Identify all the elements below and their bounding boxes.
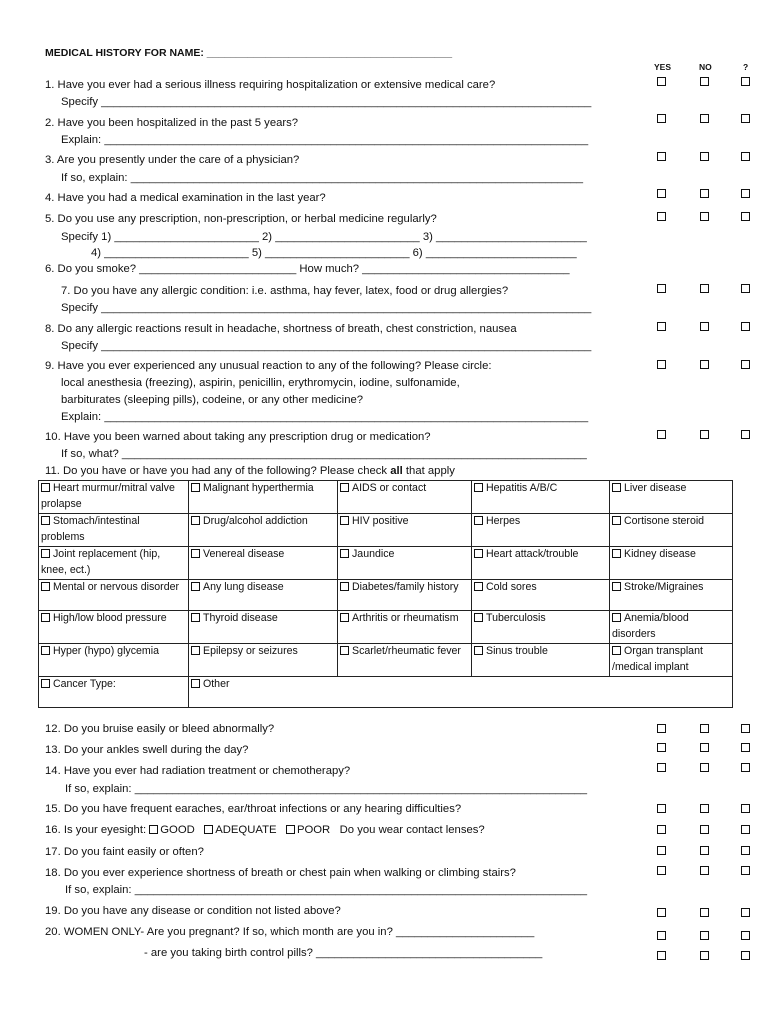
question-15: 15. Do you have frequent earaches, ear/throat infections or any hearing difficulties? bbox=[45, 803, 462, 815]
condition-checkbox[interactable] bbox=[474, 483, 483, 492]
q17-unsure-checkbox[interactable] bbox=[741, 846, 750, 855]
q18-yes-checkbox[interactable] bbox=[657, 866, 666, 875]
condition-cell[interactable]: Herpes bbox=[472, 514, 610, 547]
q20-no-checkbox[interactable] bbox=[700, 931, 709, 940]
question-8-specify[interactable]: Specify ______________________________________________________________________________ bbox=[61, 340, 592, 352]
question-1: 1. Have you ever had a serious illness requiring hospitalization or extensive medical care? bbox=[45, 79, 496, 91]
condition-checkbox[interactable] bbox=[191, 613, 200, 622]
q3-unsure-checkbox[interactable] bbox=[741, 152, 750, 161]
question-14-explain[interactable]: If so, explain: ________________________________________________________________________ bbox=[65, 783, 588, 795]
condition-checkbox[interactable] bbox=[474, 549, 483, 558]
condition-cell[interactable]: Heart murmur/mitral valve prolapse bbox=[39, 481, 189, 514]
condition-cell[interactable]: Anemia/blood disorders bbox=[610, 611, 733, 644]
question-13: 13. Do your ankles swell during the day? bbox=[45, 744, 249, 756]
q9-yes-checkbox[interactable] bbox=[657, 360, 666, 369]
eyesight-poor-checkbox[interactable] bbox=[286, 825, 295, 834]
question-9-explain[interactable]: Explain: _____________________________________________________________________________ bbox=[61, 411, 589, 423]
condition-checkbox[interactable] bbox=[340, 483, 349, 492]
q20b-yes-checkbox[interactable] bbox=[657, 951, 666, 960]
q1-unsure-checkbox[interactable] bbox=[741, 77, 750, 86]
condition-checkbox[interactable] bbox=[41, 516, 50, 525]
q2-unsure-checkbox[interactable] bbox=[741, 114, 750, 123]
table-row bbox=[39, 644, 733, 677]
condition-checkbox[interactable] bbox=[612, 582, 621, 591]
q20-unsure-checkbox[interactable] bbox=[741, 931, 750, 940]
q1-yes-checkbox[interactable] bbox=[657, 77, 666, 86]
question-18: 18. Do you ever experience shortness of breath or chest pain when walking or climbing stairs? bbox=[45, 867, 516, 879]
condition-checkbox[interactable] bbox=[191, 483, 200, 492]
q4-unsure-checkbox[interactable] bbox=[741, 189, 750, 198]
condition-cell[interactable]: Epilepsy or seizures bbox=[189, 644, 338, 677]
question-4: 4. Have you had a medical examination in the last year? bbox=[45, 192, 326, 204]
condition-cell[interactable]: Mental or nervous disorder bbox=[39, 580, 189, 611]
q8-yes-checkbox[interactable] bbox=[657, 322, 666, 331]
question-12: 12. Do you bruise easily or bleed abnormally? bbox=[45, 723, 275, 735]
condition-cell[interactable]: Other bbox=[189, 677, 733, 708]
condition-checkbox[interactable] bbox=[612, 516, 621, 525]
condition-checkbox[interactable] bbox=[191, 582, 200, 591]
question-9-line-3: barbiturates (sleeping pills), codeine, or any other medicine? bbox=[61, 394, 364, 406]
q19-no-checkbox[interactable] bbox=[700, 908, 709, 917]
q4-no-checkbox[interactable] bbox=[700, 189, 709, 198]
q14-no-checkbox[interactable] bbox=[700, 763, 709, 772]
condition-checkbox[interactable] bbox=[474, 516, 483, 525]
condition-cell[interactable]: Stomach/intestinal problems bbox=[39, 514, 189, 547]
q5-yes-checkbox[interactable] bbox=[657, 212, 666, 221]
q18-no-checkbox[interactable] bbox=[700, 866, 709, 875]
condition-checkbox[interactable] bbox=[340, 516, 349, 525]
condition-checkbox[interactable] bbox=[612, 613, 621, 622]
form-title: MEDICAL HISTORY FOR NAME: __________________________________________ bbox=[45, 47, 453, 59]
condition-checkbox[interactable] bbox=[612, 549, 621, 558]
q8-no-checkbox[interactable] bbox=[700, 322, 709, 331]
q16-unsure-checkbox[interactable] bbox=[741, 825, 750, 834]
unsure-column-header: ? bbox=[743, 62, 749, 72]
condition-cell[interactable]: Tuberculosis bbox=[472, 611, 610, 644]
q13-no-checkbox[interactable] bbox=[700, 743, 709, 752]
q17-no-checkbox[interactable] bbox=[700, 846, 709, 855]
condition-cell[interactable]: Liver disease bbox=[610, 481, 733, 514]
condition-cell[interactable]: Malignant hyperthermia bbox=[189, 481, 338, 514]
condition-checkbox[interactable] bbox=[340, 646, 349, 655]
q15-no-checkbox[interactable] bbox=[700, 804, 709, 813]
condition-cell[interactable]: HIV positive bbox=[338, 514, 472, 547]
question-11: 11. Do you have or have you had any of the following? Please check all that apply bbox=[45, 465, 455, 477]
condition-cell[interactable]: Organ transplant /medical implant bbox=[610, 644, 733, 677]
q5-no-checkbox[interactable] bbox=[700, 212, 709, 221]
condition-cell[interactable]: Any lung disease bbox=[189, 580, 338, 611]
condition-cell[interactable]: Venereal disease bbox=[189, 547, 338, 580]
question-2-explain[interactable]: Explain: _____________________________________________________________________________ bbox=[61, 134, 589, 146]
eyesight-adequate-checkbox[interactable] bbox=[204, 825, 213, 834]
question-10: 10. Have you been warned about taking any prescription drug or medication? bbox=[45, 431, 431, 443]
condition-cell[interactable]: Cold sores bbox=[472, 580, 610, 611]
condition-checkbox[interactable] bbox=[41, 483, 50, 492]
table-row bbox=[39, 611, 733, 644]
condition-checkbox[interactable] bbox=[191, 646, 200, 655]
condition-checkbox[interactable] bbox=[340, 613, 349, 622]
q7-unsure-checkbox[interactable] bbox=[741, 284, 750, 293]
question-1-specify[interactable]: Specify ______________________________________________________________________________ bbox=[61, 96, 592, 108]
condition-checkbox[interactable] bbox=[474, 646, 483, 655]
q16-no-checkbox[interactable] bbox=[700, 825, 709, 834]
condition-cell[interactable]: Drug/alcohol addiction bbox=[189, 514, 338, 547]
conditions-table bbox=[38, 480, 733, 708]
table-row bbox=[39, 580, 733, 611]
condition-checkbox[interactable] bbox=[191, 516, 200, 525]
condition-checkbox[interactable] bbox=[340, 582, 349, 591]
q17-yes-checkbox[interactable] bbox=[657, 846, 666, 855]
q5-unsure-checkbox[interactable] bbox=[741, 212, 750, 221]
condition-cell[interactable]: Hepatitis A/B/C bbox=[472, 481, 610, 514]
q12-unsure-checkbox[interactable] bbox=[741, 724, 750, 733]
question-3-explain[interactable]: If so, explain: ________________________________________________________________________ bbox=[61, 172, 584, 184]
condition-checkbox[interactable] bbox=[41, 646, 50, 655]
condition-cell[interactable]: Hyper (hypo) glycemia bbox=[39, 644, 189, 677]
q2-no-checkbox[interactable] bbox=[700, 114, 709, 123]
yes-column-header: YES bbox=[654, 62, 672, 72]
q15-yes-checkbox[interactable] bbox=[657, 804, 666, 813]
condition-checkbox[interactable] bbox=[474, 582, 483, 591]
question-10-what[interactable]: If so, what? __________________________________________________________________________ bbox=[61, 448, 587, 460]
question-9-line-2: local anesthesia (freezing), aspirin, penicillin, erythromycin, iodine, sulfonamide, bbox=[61, 377, 460, 389]
q20b-no-checkbox[interactable] bbox=[700, 951, 709, 960]
condition-checkbox[interactable] bbox=[41, 679, 50, 688]
table-row bbox=[39, 514, 733, 547]
question-18-explain[interactable]: If so, explain: ________________________________________________________________________ bbox=[65, 884, 588, 896]
question-20[interactable]: 20. WOMEN ONLY- Are you pregnant? If so, which month are you in? ______________________ bbox=[45, 926, 535, 938]
q14-yes-checkbox[interactable] bbox=[657, 763, 666, 772]
q20-yes-checkbox[interactable] bbox=[657, 931, 666, 940]
condition-cell[interactable]: Joint replacement (hip, knee, ect.) bbox=[39, 547, 189, 580]
q7-no-checkbox[interactable] bbox=[700, 284, 709, 293]
condition-cell[interactable]: Cortisone steroid bbox=[610, 514, 733, 547]
table-row bbox=[39, 547, 733, 580]
q13-yes-checkbox[interactable] bbox=[657, 743, 666, 752]
question-5-specify-4-6[interactable]: 4) _______________________ 5) _______________________ 6) ________________________ bbox=[91, 247, 577, 259]
condition-cell[interactable]: Jaundice bbox=[338, 547, 472, 580]
table-row bbox=[39, 481, 733, 514]
condition-checkbox[interactable] bbox=[41, 582, 50, 591]
question-19: 19. Do you have any disease or condition not listed above? bbox=[45, 905, 341, 917]
condition-cell[interactable]: Stroke/Migraines bbox=[610, 580, 733, 611]
q10-yes-checkbox[interactable] bbox=[657, 430, 666, 439]
q3-yes-checkbox[interactable] bbox=[657, 152, 666, 161]
question-9: 9. Have you ever experienced any unusual reaction to any of the following? Please circle: bbox=[45, 360, 492, 372]
question-8: 8. Do any allergic reactions result in headache, shortness of breath, chest constriction, nausea bbox=[45, 323, 517, 335]
eyesight-good-checkbox[interactable] bbox=[149, 825, 158, 834]
condition-checkbox[interactable] bbox=[41, 549, 50, 558]
q12-no-checkbox[interactable] bbox=[700, 724, 709, 733]
q3-no-checkbox[interactable] bbox=[700, 152, 709, 161]
q12-yes-checkbox[interactable] bbox=[657, 724, 666, 733]
condition-cell[interactable]: High/low blood pressure bbox=[39, 611, 189, 644]
question-5: 5. Do you use any prescription, non-prescription, or herbal medicine regularly? bbox=[45, 213, 437, 225]
q8-unsure-checkbox[interactable] bbox=[741, 322, 750, 331]
q9-no-checkbox[interactable] bbox=[700, 360, 709, 369]
question-5-specify-1-3[interactable]: Specify 1) _______________________ 2) _______________________ 3) ________________________ bbox=[61, 231, 587, 243]
condition-checkbox[interactable] bbox=[41, 613, 50, 622]
question-7: 7. Do you have any allergic condition: i.e. asthma, hay fever, latex, food or drug allergies? bbox=[61, 285, 509, 297]
condition-cell[interactable]: AIDS or contact bbox=[338, 481, 472, 514]
condition-cell[interactable]: Scarlet/rheumatic fever bbox=[338, 644, 472, 677]
condition-checkbox[interactable] bbox=[612, 646, 621, 655]
question-20-birth-control[interactable]: - are you taking birth control pills? ____________________________________ bbox=[144, 947, 543, 959]
q19-unsure-checkbox[interactable] bbox=[741, 908, 750, 917]
q1-no-checkbox[interactable] bbox=[700, 77, 709, 86]
question-6[interactable]: 6. Do you smoke? _________________________ How much? _________________________________ bbox=[45, 263, 570, 275]
question-3: 3. Are you presently under the care of a physician? bbox=[45, 154, 300, 166]
q10-unsure-checkbox[interactable] bbox=[741, 430, 750, 439]
condition-cell[interactable]: Thyroid disease bbox=[189, 611, 338, 644]
q16-yes-checkbox[interactable] bbox=[657, 825, 666, 834]
q20b-unsure-checkbox[interactable] bbox=[741, 951, 750, 960]
condition-cell[interactable]: Cancer Type: bbox=[39, 677, 189, 708]
condition-cell[interactable]: Sinus trouble bbox=[472, 644, 610, 677]
q4-yes-checkbox[interactable] bbox=[657, 189, 666, 198]
condition-checkbox[interactable] bbox=[612, 483, 621, 492]
condition-cell[interactable]: Kidney disease bbox=[610, 547, 733, 580]
q14-unsure-checkbox[interactable] bbox=[741, 763, 750, 772]
condition-cell[interactable]: Arthritis or rheumatism bbox=[338, 611, 472, 644]
condition-checkbox[interactable] bbox=[340, 549, 349, 558]
q10-no-checkbox[interactable] bbox=[700, 430, 709, 439]
question-14: 14. Have you ever had radiation treatment or chemotherapy? bbox=[45, 765, 351, 777]
q7-yes-checkbox[interactable] bbox=[657, 284, 666, 293]
table-row bbox=[39, 677, 733, 708]
q15-unsure-checkbox[interactable] bbox=[741, 804, 750, 813]
question-17: 17. Do you faint easily or often? bbox=[45, 846, 204, 858]
q18-unsure-checkbox[interactable] bbox=[741, 866, 750, 875]
q13-unsure-checkbox[interactable] bbox=[741, 743, 750, 752]
condition-checkbox[interactable] bbox=[191, 549, 200, 558]
question-7-specify[interactable]: Specify ______________________________________________________________________________ bbox=[61, 302, 592, 314]
condition-cell[interactable]: Diabetes/family history bbox=[338, 580, 472, 611]
condition-cell[interactable]: Heart attack/trouble bbox=[472, 547, 610, 580]
q19-yes-checkbox[interactable] bbox=[657, 908, 666, 917]
q9-unsure-checkbox[interactable] bbox=[741, 360, 750, 369]
q2-yes-checkbox[interactable] bbox=[657, 114, 666, 123]
question-16: 16. Is your eyesight: GOOD ADEQUATE POOR Do you wear contact lenses? bbox=[45, 824, 485, 836]
condition-checkbox[interactable] bbox=[191, 679, 200, 688]
condition-checkbox[interactable] bbox=[474, 613, 483, 622]
no-column-header: NO bbox=[699, 62, 712, 72]
question-2: 2. Have you been hospitalized in the past 5 years? bbox=[45, 117, 299, 129]
